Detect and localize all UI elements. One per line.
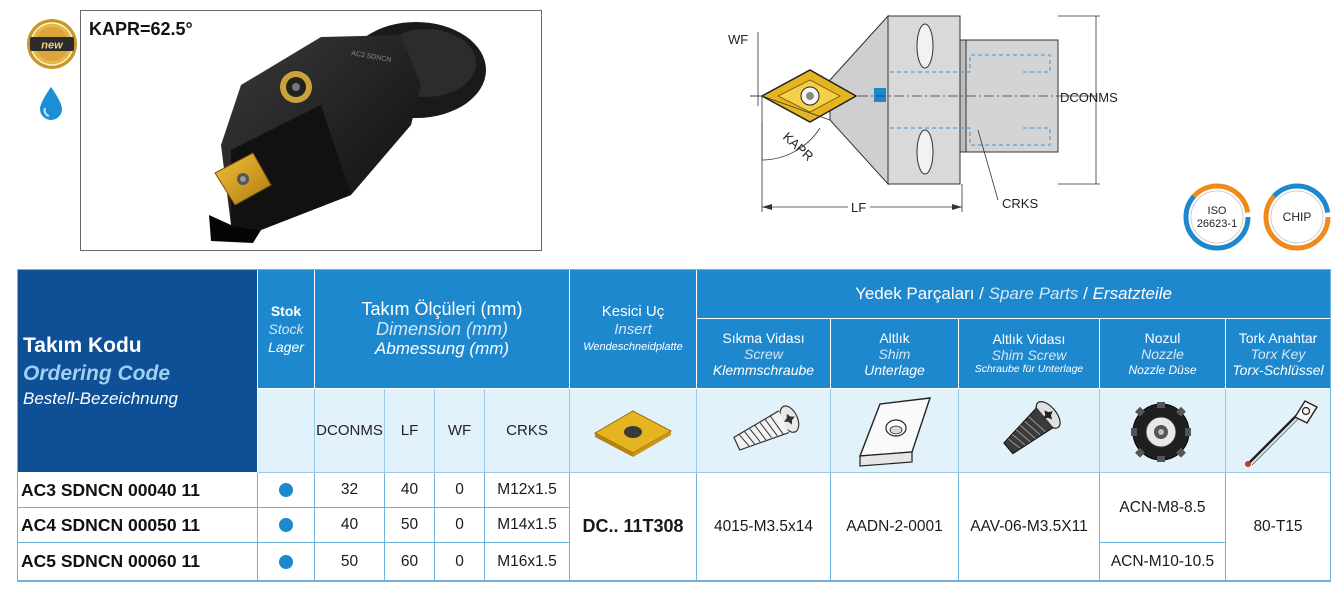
shim-screw-value: AAV-06-M3.5X11 [959, 473, 1100, 581]
table-row-2-stock [258, 508, 315, 543]
spare-sep1: / [974, 283, 989, 303]
ordering-code-de: Bestell-Bezeichnung [23, 388, 178, 408]
table-row-2-dconms: 40 [315, 508, 385, 543]
spare-en: Spare Parts [988, 283, 1079, 303]
insert-icon [591, 403, 675, 459]
insert-image-cell [570, 389, 697, 473]
table-row-2-crks: M14x1.5 [485, 508, 570, 543]
kapr-title: KAPR=62.5° [89, 19, 193, 39]
screw-icon [714, 396, 814, 466]
col-wf: WF [435, 389, 485, 473]
chip-badge-icon [1262, 182, 1332, 252]
screw-value: 4015-M3.5x14 [697, 473, 831, 581]
table-row-1-wf: 0 [435, 473, 485, 508]
shim-value: AADN-2-0001 [831, 473, 959, 581]
chip-badge-label: CHIP [1282, 210, 1312, 224]
shim-header: Altlık Shim Unterlage [831, 319, 959, 389]
drawing-label-kapr: KAPR [779, 129, 817, 164]
table-row-2-code: AC4 SDNCN 00050 11 [17, 508, 258, 543]
table-row-3-wf: 0 [435, 543, 485, 581]
stock-tr: Stok [270, 302, 302, 319]
table-row-3-stock [258, 543, 315, 581]
table-row-2-wf: 0 [435, 508, 485, 543]
shim-screw-image-cell [959, 389, 1100, 473]
dimension-en: Dimension (mm) [375, 318, 508, 339]
stock-dot-icon [279, 483, 293, 497]
nozzle-image-cell [1100, 389, 1226, 473]
ordering-code-en: Ordering Code [23, 361, 171, 385]
col-dconms: DCONMS [315, 389, 385, 473]
spare-parts-header [697, 269, 1331, 319]
nozzle-value-2: ACN-M10-10.5 [1100, 543, 1226, 581]
dimension-tr: Takım Ölçüleri (mm) [361, 298, 523, 319]
dimension-de: Abmessung (mm) [374, 338, 510, 358]
spare-tr: Yedek Parçaları [855, 283, 975, 303]
table-row-1-code: AC3 SDNCN 00040 11 [17, 473, 258, 508]
table-row-1-crks: M12x1.5 [485, 473, 570, 508]
stock-en: Stock [268, 320, 304, 337]
stock-subheader [258, 389, 315, 473]
nozzle-header: Nozul Nozzle Nozzle Düse [1100, 319, 1226, 389]
insert-en: Insert [614, 320, 652, 338]
stock-dot-icon [279, 518, 293, 532]
table-row-3-lf: 60 [385, 543, 435, 581]
drawing-label-crks: CRKS [1002, 196, 1039, 211]
ordering-code-tr: Takım Kodu [23, 333, 142, 357]
new-badge-icon [26, 18, 78, 70]
toolholder-photo [201, 15, 501, 247]
product-photo-frame [80, 10, 542, 251]
nozzle-value-1: ACN-M8-8.5 [1100, 473, 1226, 543]
technical-drawing [720, 10, 1130, 220]
ordering-code-header [17, 269, 258, 473]
torx-key-value: 80-T15 [1226, 473, 1331, 581]
shim-screw-header: Altlık Vidası Shim Screw Schraube für Unterlage [959, 319, 1100, 389]
table-row-1-stock [258, 473, 315, 508]
table-row-3-crks: M16x1.5 [485, 543, 570, 581]
insert-value: DC.. 11T308 [570, 473, 697, 581]
stock-dot-icon [279, 555, 293, 569]
insert-tr: Kesici Uç [601, 302, 665, 320]
iso-badge-line2: 26623-1 [1196, 218, 1238, 230]
coolant-drop-icon [38, 86, 64, 122]
table-row-3-code: AC5 SDNCN 00060 11 [17, 543, 258, 581]
new-badge-label: new [41, 39, 63, 52]
svg-text:AC3 SDNCN: AC3 SDNCN [350, 50, 392, 64]
insert-de: Wendeschneidplatte [583, 340, 683, 353]
drawing-label-dconms: DCONMS [1060, 90, 1118, 105]
torx-key-header: Tork Anahtar Torx Key Torx-Schlüssel [1226, 319, 1331, 389]
shim-image-cell [831, 389, 959, 473]
dimension-header [315, 269, 570, 389]
screw-image-cell [697, 389, 831, 473]
table-row-2-lf: 50 [385, 508, 435, 543]
stock-de: Lager [268, 338, 304, 355]
spare-sep2: / [1078, 283, 1093, 303]
drawing-label-wf: WF [728, 32, 749, 47]
shim-icon [850, 394, 940, 468]
insert-header [570, 269, 697, 389]
shim-screw-icon [984, 394, 1074, 468]
nozzle-icon [1123, 394, 1203, 468]
col-lf: LF [385, 389, 435, 473]
drawing-label-lf: LF [851, 200, 867, 215]
col-crks: CRKS [485, 389, 570, 473]
table-row-3-dconms: 50 [315, 543, 385, 581]
iso-26623-badge-icon [1182, 182, 1252, 252]
screw-header: Sıkma Vidası Screw Klemmschraube [697, 319, 831, 389]
table-row-1-dconms: 32 [315, 473, 385, 508]
torx-key-icon [1233, 391, 1323, 471]
table-row-1-lf: 40 [385, 473, 435, 508]
spare-de: Ersatzteile [1092, 283, 1172, 303]
product-table [17, 269, 1331, 583]
stock-header [258, 269, 315, 389]
iso-badge-line1: ISO [1207, 205, 1227, 217]
torx-key-image-cell [1226, 389, 1331, 473]
